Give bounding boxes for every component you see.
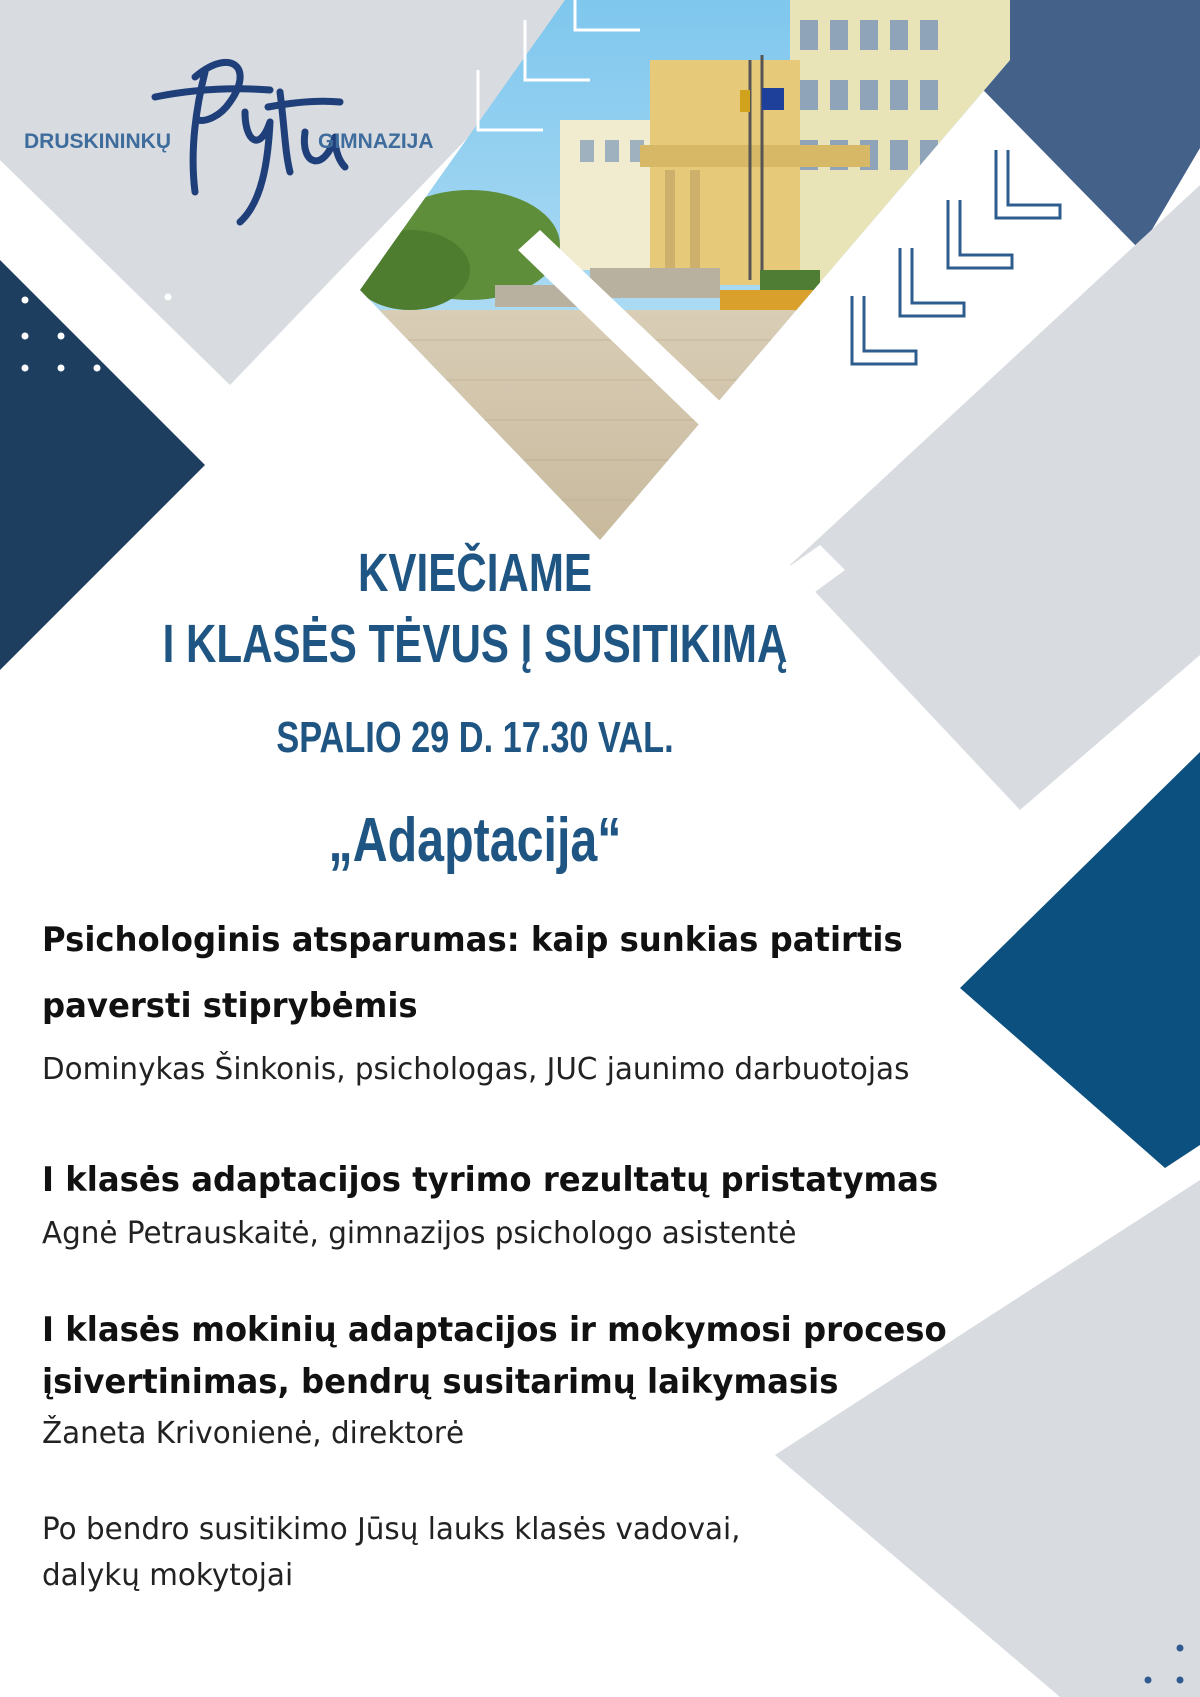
logo-left-word: DRUSKININKŲ: [24, 130, 171, 153]
headline-topic: „Adaptacija“: [328, 806, 622, 875]
agenda-item-3-title-line-1: I klasės mokinių adaptacijos ir mokymosi proceso: [42, 1310, 947, 1350]
agenda-item-2-title-line-1: I klasės adaptacijos tyrimo rezultatų pristatymas: [42, 1160, 939, 1200]
agenda-item-1-speaker: Dominykas Šinkonis, psichologas, JUC jaunimo darbuotojas: [42, 1052, 910, 1087]
grey-diamond-bottom-right: [775, 1180, 1200, 1697]
agenda-item-1-title-line-1: Psichologinis atsparumas: kaip sunkias patirtis: [42, 920, 903, 960]
blue-diamond-right: [960, 752, 1200, 1168]
agenda-item-2-speaker: Agnė Petrauskaitė, gimnazijos psichologo asistentė: [42, 1216, 797, 1251]
headline-audience: I KLASĖS TĖVUS Į SUSITIKIMĄ: [162, 614, 788, 674]
headline-invite: KVIEČIAME: [357, 543, 593, 603]
headline-datetime: SPALIO 29 D. 17.30 VAL.: [276, 713, 674, 762]
dot-grey: [165, 294, 172, 301]
logo-right-word: GIMNAZIJA: [318, 130, 434, 153]
agenda-item-3-speaker: Žaneta Krivonienė, direktorė: [42, 1416, 465, 1451]
agenda-item-1-title-line-2: paversti stiprybėmis: [42, 986, 418, 1026]
closing-line-2: dalykų mokytojai: [42, 1558, 294, 1593]
closing-line-1: Po bendro susitikimo Jūsų lauks klasės vadovai,: [42, 1512, 741, 1547]
agenda-item-3-title-line-2: įsivertinimas, bendrų susitarimų laikymasis: [42, 1362, 839, 1402]
grey-diamond-right: [790, 185, 1200, 810]
